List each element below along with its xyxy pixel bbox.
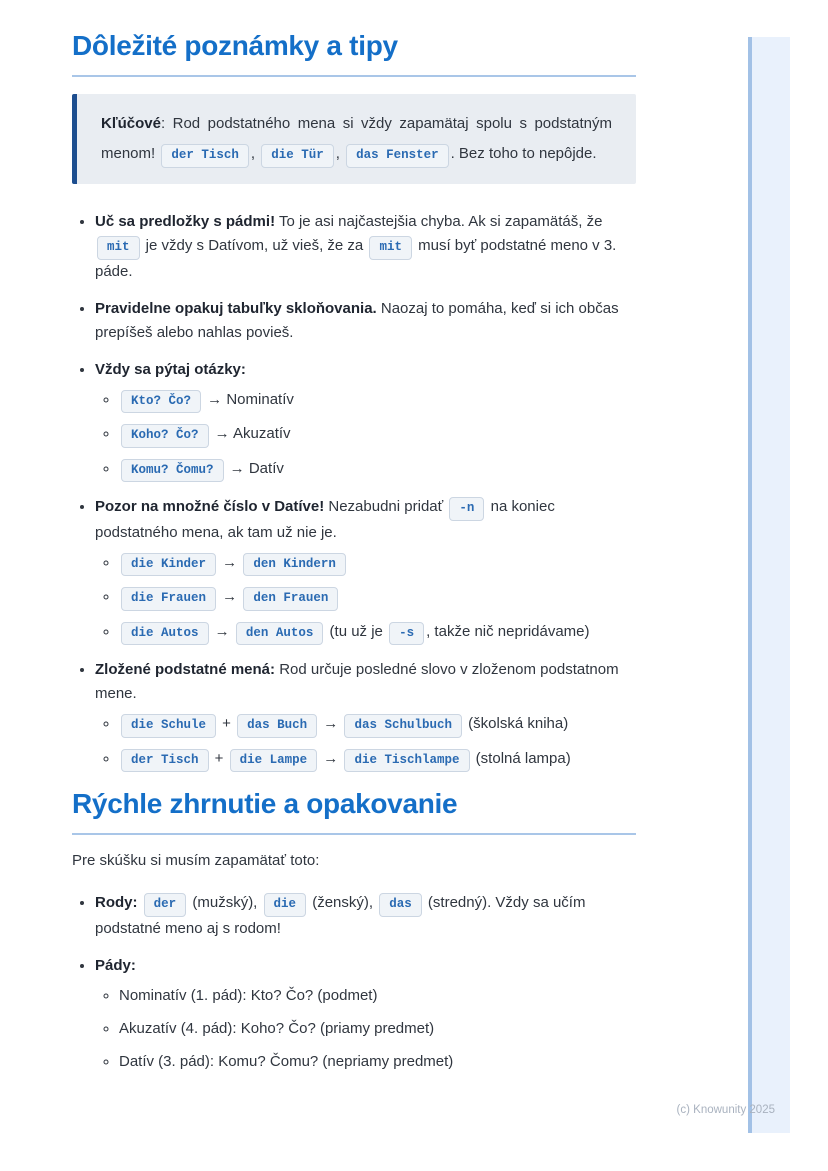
- list-item: [95, 658, 636, 772]
- list-item: [95, 297, 636, 345]
- text-segment: na koniec podstatného mena, ak tam už nie je.: [95, 498, 555, 541]
- text-segment: . Bez toho to nepôjde.: [450, 145, 597, 162]
- section-heading-summary: Rýchle zhrnutie a opakovanie: [72, 788, 636, 835]
- text-segment: → Akuzatív: [210, 425, 291, 442]
- code-badge: das Buch: [237, 714, 317, 738]
- text-segment: (tu už je: [325, 622, 388, 640]
- list-item: [95, 210, 636, 284]
- code-badge: den Kindern: [243, 553, 346, 577]
- bold-lead-text: Pozor na množné číslo v Datíve!: [95, 498, 325, 515]
- code-badge: der: [144, 893, 187, 917]
- sub-list: [95, 984, 636, 1074]
- code-badge: Koho? Čo?: [121, 424, 209, 448]
- callout-text: [101, 109, 612, 169]
- code-badge: der Tisch: [121, 749, 209, 773]
- text-segment: →: [210, 622, 234, 640]
- text-segment: → Nominatív: [203, 390, 294, 408]
- text-segment: (stolná lampa): [471, 749, 571, 767]
- notes-list: [72, 210, 636, 772]
- bold-lead-text: Rody:: [95, 894, 138, 911]
- text-segment: Nezabudni pridať: [324, 498, 448, 515]
- code-badge: Kto? Čo?: [121, 390, 201, 414]
- sub-list: [95, 551, 636, 646]
- code-badge: den Frauen: [243, 587, 338, 611]
- sub-list-item: [119, 551, 636, 577]
- page-edge-fill: [752, 37, 790, 1133]
- bold-lead-text: Vždy sa pýtaj otázky:: [95, 360, 246, 378]
- text-segment: Rod určuje posledné slovo v zloženom podstatnom mene.: [95, 661, 619, 702]
- summary-intro: Pre skúšku si musím zapamätať toto:: [72, 852, 320, 869]
- code-badge: die Tischlampe: [344, 749, 469, 773]
- list-item: [95, 954, 636, 1074]
- text-segment: musí byť podstatné meno v 3. páde.: [95, 237, 617, 280]
- text-segment: , takže nič nepridávame): [426, 622, 590, 640]
- text-segment: je vždy s Datívom, už vieš, že za: [141, 237, 368, 254]
- text-segment: +: [210, 749, 228, 767]
- code-badge: -n: [449, 497, 484, 521]
- list-item: [95, 495, 636, 645]
- sub-list-item: [119, 457, 636, 483]
- sub-list: [95, 712, 636, 772]
- code-badge: die Tür: [261, 144, 334, 168]
- callout-box: [72, 94, 636, 184]
- text-segment: Nominatív (1. pád): Kto? Čo? (podmet): [119, 986, 378, 1004]
- text-segment: ,: [335, 145, 345, 162]
- section-heading-notes: Dôležité poznámky a tipy: [72, 30, 636, 77]
- bold-lead-text: Pravidelne opakuj tabuľky skloňovania.: [95, 299, 377, 317]
- text-segment: +: [218, 715, 236, 732]
- sub-list-item: [119, 712, 636, 738]
- code-badge: mit: [97, 236, 140, 260]
- copyright-footer: (c) Knowunity 2025: [676, 1104, 775, 1116]
- text-segment: (ženský),: [308, 894, 378, 911]
- text-segment: →: [218, 553, 242, 571]
- text-segment: →: [218, 588, 242, 605]
- text-segment: (stredný). Vždy sa učím podstatné meno aj s rodom!: [95, 894, 586, 937]
- text-segment: (mužský),: [188, 894, 262, 911]
- code-badge: die Kinder: [121, 553, 216, 577]
- bold-lead-text: Zložené podstatné mená:: [95, 661, 276, 678]
- code-badge: die: [264, 893, 307, 917]
- sub-list-item: [119, 422, 636, 448]
- sub-list: [95, 388, 636, 483]
- code-badge: der Tisch: [161, 144, 249, 168]
- sub-list-item: [119, 388, 636, 414]
- code-badge: den Autos: [236, 622, 324, 646]
- code-badge: die Lampe: [230, 749, 318, 773]
- text-segment: Naozaj to pomáha, keď si ich občas prepíšeš alebo nahlas povieš.: [95, 299, 619, 341]
- code-badge: -s: [389, 622, 424, 646]
- code-badge: die Autos: [121, 622, 209, 646]
- code-badge: die Schule: [121, 714, 216, 738]
- list-item: [95, 891, 636, 941]
- bold-lead-text: Kľúčové: [101, 115, 161, 132]
- text-segment: ,: [250, 145, 260, 162]
- sub-list-item: [119, 620, 636, 646]
- text-segment: To je asi najčastejšia chyba. Ak si zapamätáš, že: [275, 213, 603, 230]
- code-badge: mit: [369, 236, 412, 260]
- sub-list-item: [119, 984, 636, 1008]
- text-segment: Akuzatív (4. pád): Koho? Čo? (priamy predmet): [119, 1019, 435, 1037]
- code-badge: das Schulbuch: [344, 714, 462, 738]
- sub-list-item: [119, 585, 636, 611]
- sub-list-item: [119, 747, 636, 773]
- code-badge: Komu? Čomu?: [121, 459, 224, 483]
- list-item: [95, 358, 636, 483]
- sub-list-item: [119, 1050, 636, 1074]
- text-segment: →: [319, 715, 343, 732]
- text-segment: : Rod podstatného mena si vždy zapamätaj spolu s podstatným menom!: [101, 115, 612, 162]
- bold-lead-text: Uč sa predložky s pádmi!: [95, 213, 276, 230]
- code-badge: das Fenster: [346, 144, 449, 168]
- document-content: [72, 30, 636, 1087]
- text-segment: →: [319, 749, 343, 767]
- summary-list: [72, 891, 636, 1074]
- text-segment: → Datív: [225, 459, 284, 477]
- text-segment: [138, 894, 142, 911]
- sub-list-item: [119, 1017, 636, 1041]
- text-segment: Datív (3. pád): Komu? Čomu? (nepriamy predmet): [119, 1052, 454, 1070]
- code-badge: die Frauen: [121, 587, 216, 611]
- text-segment: (školská kniha): [464, 715, 569, 732]
- bold-lead-text: Pády:: [95, 956, 136, 974]
- code-badge: das: [379, 893, 422, 917]
